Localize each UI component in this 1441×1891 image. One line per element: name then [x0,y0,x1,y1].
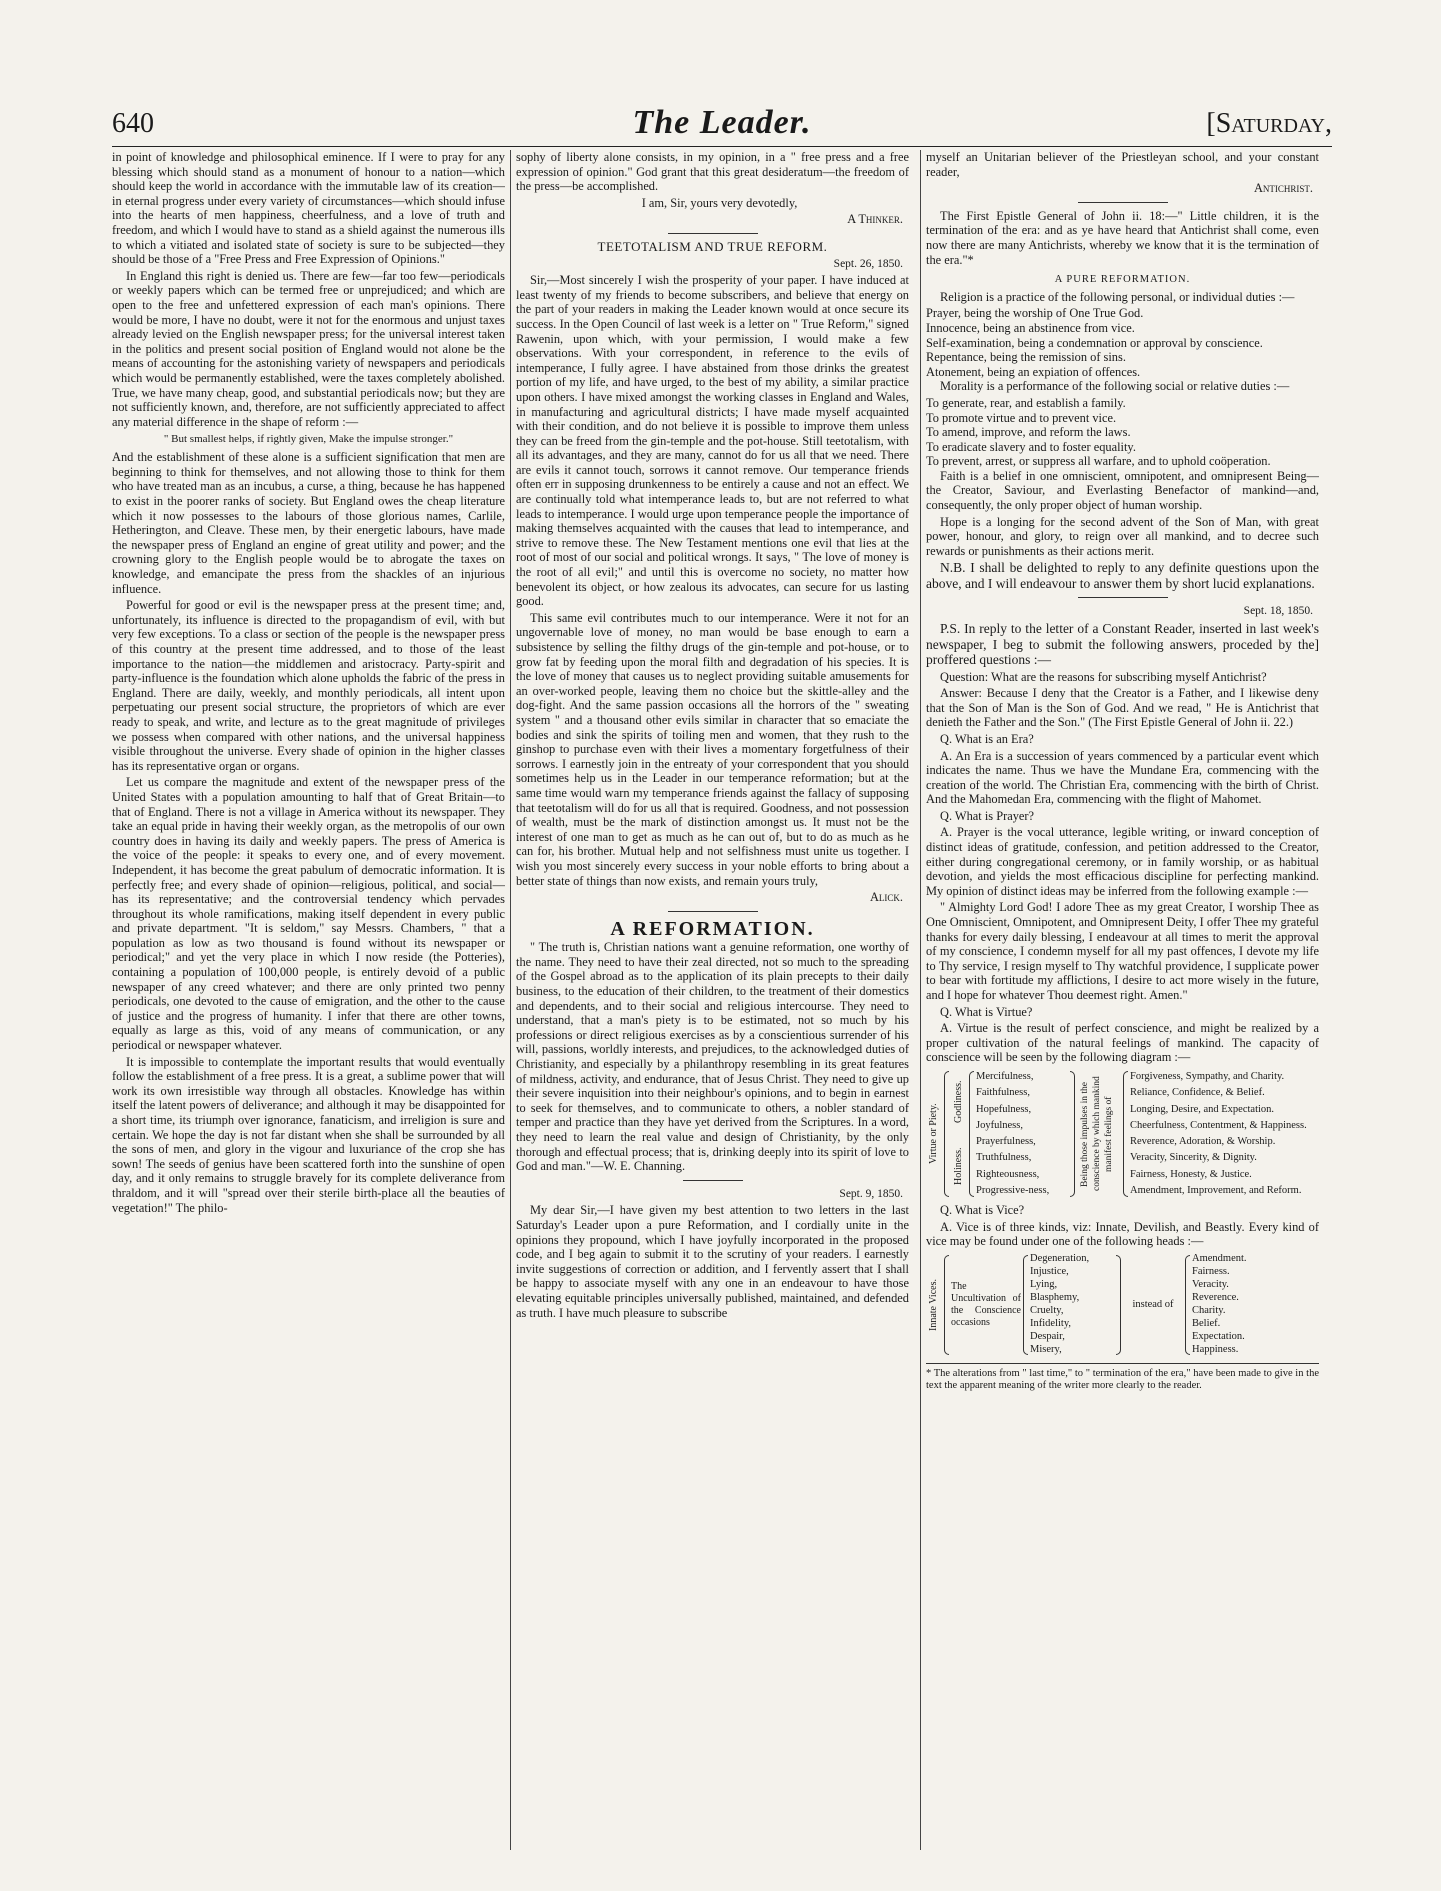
signature: Alick. [869,890,903,905]
list-item: Prayerfulness, [976,1136,1036,1148]
diagram-label: Virtue or Piety. [928,1103,939,1165]
paragraph: Religion is a practice of the following personal, or individual duties :— [940,289,1295,304]
paragraph: " Almighty Lord God! I adore Thee as my great Creator, I worship Thee as One Omniscient, Omnipotent, and Omnipresent Deity, I offer Thee my grateful thanks for every daily blessing, I endeavour at all times to merit the approval of my conscience, I condemn myself for all my past offences, I devote my life to Thy service, I resign myself to Thy watchful providence, I supplicate power to bear with fortitude my afflictions, I desire to act more wisely in the future, and I hope for whatever Thou deemest right. Amen." [926,900,1319,1002]
diagram-label: Godliness. [953,1080,964,1123]
diagram-label: instead of [1132,1298,1174,1310]
paragraph: myself an Unitarian believer of the Priestleyan school, and your constant reader, [926,150,1319,179]
list-item: Amendment. [1192,1253,1247,1265]
brace [969,1071,974,1197]
paragraph: This same evil contributes much to our intemperance. Were it not for an ungovernable love of money, no man would be base enough to earn a subsistence by selling the filthy drugs of the gin-temple and pot-house, or to grow fat by feeding upon the moral filth and degradation of his species. It is the love of money that causes us to neglect providing suitable amusements for an over-worked people, leaving them no choice but the skittle-alley and the dog-fight. And the same passion occasions all the horrors of the " sweating system " and a thousand other evils similar in character that so emaciate the bodies and sink the spirits of toiling men and women, that they rush to the ginshop to purchase even with their lives a momentary forgetfulness of their sorrows. I earnestly join in the entreaty of your correspondent that you should sometimes help us in the Leader in our temperance reformation; but at the same time would warn my temperance friends against the fallacy of supposing that teetotalism will do for us all that is required. Goodness, and not possession of wealth, must be the mark of distinction amongst us. It must not be the interest of one man to get as much as he can out of, but to do as much as he can for, his brother. Mutual help and not selfishness must unite us together. I wish you most sincerely every success in your noble efforts to bring about a better state of things than now exists, and remain yours truly, [516,610,909,888]
paragraph: A. Vice is of three kinds, viz: Innate, Devilish, and Beastly. Every kind of vice may be found under one of the following heads :— [926,1219,1319,1249]
list-item: Prayer, being the worship of One True God. [926,306,1144,321]
list-item: Reliance, Confidence, & Belief. [1130,1087,1265,1099]
paragraph: It is impossible to contemplate the important results that would eventually follow the establishment of a free press. It is a great, a sublime power that will work its own irresistible way through all obstacles. Knowledge has within itself the latent powers of deliverance; and although it may be disappointed for a short time, its triumph over ignorance, fanaticism, and irreligion is sure and certain. We hope the day is not far distant when she shall be surrounded by all the sons of men, and glory in the vigour and luxuriance of the crop she has sown! The seeds of genius have been scattered forth into the sunshine of open day, and it only remains to struggle bravely for its complete deliverance from thraldom, and it will "spread over their sterile birth-place all the beauties of vegetation!" The philo- [112,1054,505,1215]
list-item: Fairness. [1192,1266,1230,1278]
list-item: Veracity, Sincerity, & Dignity. [1130,1152,1257,1164]
verse-quote: " But smallest helps, if rightly given, Make the impulse stronger." [163,433,454,446]
feelings-list [1130,1069,1319,1199]
article-heading-large: A REFORMATION. [610,917,815,940]
list-item: Degeneration, [1030,1253,1090,1265]
list-item: Forgiveness, Sympathy, and Charity. [1130,1071,1285,1083]
paragraph: Answer: Because I deny that the Creator is a Father, and I likewise deny that the Son of Man is the Son of God. And we read, " He is Antichrist that denieth the Father and the Son." (The First Epistle General of John ii. 22.) [926,686,1319,730]
list-item: Atonement, being an expiation of offences. [926,364,1141,379]
column-1 [112,150,505,1850]
page-header [112,104,1332,142]
brace [1023,1255,1028,1355]
vice-diagram [926,1253,1319,1357]
list-item: Charity. [1192,1305,1226,1317]
column-divider [510,150,511,1850]
list-item: Injustice, [1030,1266,1069,1278]
list-item: Hopefulness, [976,1103,1032,1115]
brace [1116,1255,1121,1355]
vice-list [1030,1253,1114,1357]
list-item: Despair, [1030,1331,1065,1343]
paragraph: Hope is a longing for the second advent of the Son of Man, with great power, honour, and glory, to reign over all mankind, and to decree such rewards or punishments as their actions merit. [926,514,1319,558]
section-rule [668,233,758,234]
paragraph: The First Epistle General of John ii. 18:—" Little children, it is the termination of the era: and as ye have heard that Antichrist shall come, even now there are many Antichrists, whereby we know that it is the termination of the era."* [926,208,1319,267]
paragraph: And the establishment of these alone is a sufficient signification that men are beginning to think for themselves, and not allowing those to think for them who have treated man as an incubus, a curse, a thing, because he has happened to exist in the poorer ranks of society. But England owes the cheap literature which it now possesses to the labours of those glorious names, Carlile, Hetherington, and Cleave. These men, by their energetic labours, have made the newspaper press of England an engine of great utility and power; and the crowning glory to the English people would be to abrogate the taxes on knowledge, and emancipate the press from the shackles of an injurious influence. [112,450,505,596]
paragraph: Faith is a belief in one omniscient, omnipotent, and omnipresent Being—the Creator, Saviour, and Everlasting Benefactor of mankind—and, consequently, the only proper object of human worship. [926,468,1319,513]
list-item: Lying, [1030,1279,1058,1291]
paragraph: My dear Sir,—I have given my best attention to two letters in the last Saturday's Leader upon a pure Reformation, and I cordially unite in the opinions they propound, which I have joyfully incorporated in the proposed code, and I beg again to submit it to the scrutiny of your readers. I earnestly invite suggestions of correction or addition, and I fervently assert that I shall be happy to associate myself with any one in an endeavour to have those elevating equitable principles universally published, maintained, and defended as truth. I have much pleasure to subscribe [516,1203,909,1320]
brace [1070,1071,1075,1197]
diagram-label: Innate Vices. [928,1278,939,1331]
question: Q. What is an Era? [940,731,1034,746]
page-number: 640 [112,108,154,139]
section-rule [1078,597,1168,598]
brace [1123,1071,1128,1197]
list-item: Mercifulness, [976,1071,1034,1083]
question: Q. What is Vice? [940,1202,1025,1217]
list-item: Amendment, Improvement, and Reform. [1130,1184,1302,1196]
diagram-label: The Uncultivation of the Conscience occasions [951,1280,1021,1328]
list-item: Faithfulness, [976,1087,1030,1099]
list-item: Reverence, Adoration, & Worship. [1130,1136,1276,1148]
list-item: Reverence. [1192,1292,1239,1304]
list-item: Blasphemy, [1030,1292,1080,1304]
list-item: Infidelity, [1030,1318,1072,1330]
header-rule [112,146,1332,147]
brace [944,1255,949,1355]
dateline: Sept. 18, 1850. [1243,605,1313,618]
list-item: To amend, improve, and reform the laws. [926,425,1131,440]
paragraph: Question: What are the reasons for subscribing myself Antichrist? [940,669,1267,684]
list-item: To promote virtue and to prevent vice. [926,410,1117,425]
list-item: Self-examination, being a condemnation or approval by conscience. [926,335,1263,350]
question: Q. What is Prayer? [940,808,1035,823]
paragraph: N.B. I shall be delighted to reply to any definite questions upon the above, and I will endeavour to answer them by short lucid explanations. [926,560,1319,591]
column-divider [920,150,921,1850]
paragraph: Sir,—Most sincerely I wish the prosperity of your paper. I have induced at least twenty of my friends to become subscribers, and believe that energy on the part of your readers in making the Leader known would at once secure its success. In the Open Council of last week is a letter on " True Reform," signed Rawenin, upon which, with your permission, I would make a few observations. With your correspondent, in reference to the evils of intemperance, I fully agree. I have abstained from those drinks the greatest portion of my life, and have urged, to the best of my ability, a similar practice upon others. I have mixed amongst the working classes in England and Wales, in manufacturing and agricultural districts; I have made myself acquainted with their condition, and do not believe it is possible to improve them unless they can be freed from the gin-temple and the pot-house. Still teetotalism, with all its advantages, and they are many, cannot do for us all that we need. There are evils it cannot touch, sorrows it cannot remove. Our temperance friends often err in supposing drunkenness to be entirely a cause and not an effect. We are continually told what intemperance leads to, but are not referred to what leads to intemperance. I would urge upon temperance people the importance of making themselves acquainted with the causes that lead to intemperance, and strive to remove these. The New Testament mentions one evil that lies at the root of most of our social and political wrongs. It says, " The love of money is the root of all evil;" and until this is overcome no society, no matter how benevolent its object, or how zealous its advocates, can secure for us lasting good. [516,273,909,609]
column-3 [926,150,1319,1850]
footnote: * The alterations from " last time," to " termination of the era," have been made to give in the text the apparent meaning of the writer more clearly to the reader. [926,1363,1319,1392]
list-item: Progressive-ness, [976,1184,1050,1196]
brace [944,1071,949,1197]
question: Q. What is Virtue? [940,1004,1033,1019]
brace [1185,1255,1190,1355]
paragraph: A. An Era is a succession of years commenced by a particular event which indicates the name. Thus we have the Mundane Era, commencing with the creation of the world. The Christian Era, commencing with the birth of Christ. And the Mahomedan Era, commencing with the flight of Mahomet. [926,748,1319,807]
signature: A Thinker. [847,212,903,227]
paragraph: Powerful for good or evil is the newspaper press at the present time; and, unfortunately, its influence is directed to the propagandism of evil, with but very few exceptions. To a class or section of the people is the newspaper press of this country at the present time addressed, and to those of the least importance to the nation—the middlemen and aristocracy. Party-spirit and party-influence is the foundation which alone upholds the fabric of the press in England. There are daily, weekly, and monthly periodicals, all intent upon perpetuating our present social structure, the proprietors of which are ever ready to speak, and write, and lecture as to the great magnitude of privileges we possess when compared with other nations, and the universal happiness visible throughout the universe. Every shade of opinion in the higher classes has its representative organ or organs. [112,598,505,773]
paragraph: in point of knowledge and philosophical eminence. If I were to pray for any blessing which should stand as a monument of honour to a nation—which should keep the world in accordance with the immutable law of its creation—in eternal progress under every variety of circumstances—which should infuse into the hearts of men happiness, cheerfulness, and a love of truth and freedom, and which I would have to stand as a shield against the numerous ills to which a vitiated and isolated state of society is sure to be subjected—they should be those of a "Free Press and Free Expression of Opinions." [112,150,505,267]
diagram-label: Holiness. [953,1147,964,1186]
list-item: To prevent, arrest, or suppress all warfare, and to uphold coöperation. [926,454,1271,469]
list-item: Happiness. [1192,1344,1239,1356]
list-item: Righteousness, [976,1168,1040,1180]
list-item: Cruelty, [1030,1305,1064,1317]
paragraph: sophy of liberty alone consists, in my opinion, in a " free press and a free expression of opinion." God grant that this great desideratum—the freedom of the press—be accomplished. [516,150,909,194]
section-heading: A PURE REFORMATION. [1054,274,1191,286]
paragraph: Let us compare the magnitude and extent of the newspaper press of the United States with a population amounting to half that of Great Britain—to that of England. There is not a village in America without its newspaper. They take an equal pride in having their weekly organ, as the metropolis of our own country does in having its daily and weekly papers. The press of America is the voice of the people: it speaks to every one, and of every movement. Independent, it has become the great pabulum of democratic information. It is perfectly free; and every shade of opinion—religious, political, and social—has its representative; and the controversial tendency which pervades throughout its whole ramifications, making itself dependent in every public and private department. "It is seldom," say Messrs. Chambers, " that a population as low as two thousand is found without its newspaper or periodical;" and yet the very place in which I now reside (the Potteries), containing a population of 100,000 people, is entirely devoid of a public newspaper of any creed whatever; and there are only printed two penny periodicals, one devoted to the cause of emigration, and the other to the cause of justice and the progress of humanity. I infer that there are other towns, equally as large as this, void of any means of communication, or any periodical or newspaper whatever. [112,775,505,1053]
diagram-label: Being those impulses in the conscience by which mankind manifest feelings of [1080,1076,1114,1192]
masthead-title: The Leader. [632,104,812,141]
list-item: To eradicate slavery and to foster equality. [926,439,1136,454]
list-item: Veracity. [1192,1279,1229,1291]
list-item: To generate, rear, and establish a family. [926,395,1126,410]
dateline: Sept. 26, 1850. [833,257,903,270]
list-item: Expectation. [1192,1331,1245,1343]
signature: Antichrist. [1253,181,1313,196]
list-item: Innocence, being an abstinence from vice. [926,320,1135,335]
dateline: Sept. 9, 1850. [839,1187,903,1200]
section-rule [1078,202,1168,203]
list-item: Cheerfulness, Contentment, & Happiness. [1130,1119,1307,1131]
list-item: Truthfulness, [976,1152,1032,1164]
paragraph: In England this right is denied us. There are few—far too few—periodicals or weekly papers which can be termed free or unprejudiced; and which are open to the free and unfettered expression of each man's opinions. There would be more, I have no doubt, were it not for the enormous and unjust taxes already levied on the English newspaper press; for the universal interest taken in the politics and present social position of England would not alone be the means of accounting for the astonishing variety of newspapers and periodicals which would be permanently established, were the taxes completely abolished. True, we have many cheap, good, and substantial periodicals now; but they are not sufficiently known, and, therefore, are not sufficiently appreciated to affect any material difference in the shape of reform :— [112,268,505,429]
list-item: Joyfulness, [976,1119,1023,1131]
quoted-passage: " The truth is, Christian nations want a genuine reformation, one worthy of the name. They need to have their zeal directed, not so much to the spreading of the Gospel abroad as to the application of its plain precepts to their daily business, to the education of their children, to the treatment of their domestics and dependents, and to their social and religious intercourse. They need to understand, that a man's piety is to be estimated, not so much by his professions or direct religious exercises as by a conscientious surrender of his will, passions, worldly interests, and prejudices, to the acknowledged duties of Christianity, and especially by a philanthropy resembling in its great features of mildness, activity, and endurance, that of Jesus Christ. They need to give up their severe inquisition into their neighbour's opinions, and to begin in earnest to seek for themselves, and to communicate to others, a nobler standard of temper and practice than they have yet derived from the Scriptures. In a word, they need to learn the real value and design of Christianity, by the only thorough and effectual process; that is, drinking deeply into its spirit of love to God and man."—W. E. Channing. [516,940,909,1174]
list-item: Repentance, being the remission of sins. [926,350,1126,365]
article-heading: TEETOTALISM AND TRUE REFORM. [597,238,828,254]
paragraph: A. Prayer is the vocal utterance, legible writing, or inward conception of distinct ideas of gratitude, confession, and petition addressed to the Creator, either during congregational ceremony, or in family worship, or as habitual devotion, and yields the most efficacious discipline for perfecting mankind. My opinion of distinct ideas may be inferred from the following example :— [926,825,1319,898]
column-2 [516,150,909,1850]
paragraph: Morality is a performance of the following social or relative duties :— [940,379,1290,394]
list-item: Fairness, Honesty, & Justice. [1130,1168,1252,1180]
list-item: Longing, Desire, and Expectation. [1130,1103,1275,1115]
section-rule [668,911,758,912]
virtue-opposites-list [1192,1253,1319,1357]
virtue-list [976,1069,1068,1199]
list-item: Belief. [1192,1318,1221,1330]
virtue-diagram [926,1069,1319,1199]
list-item: Misery, [1030,1344,1062,1356]
letter-closing: I am, Sir, yours very devotedly, [641,195,798,210]
header-day: [Saturday, [1206,108,1332,139]
paragraph: A. Virtue is the result of perfect conscience, and might be realized by a proper cultivation of the natural feelings of mankind. The capacity of conscience will be seen by the following diagram :— [926,1021,1319,1065]
section-rule [683,1180,743,1181]
paragraph: P.S. In reply to the letter of a Constant Reader, inserted in last week's newspaper, I beg to submit the following answers, proceded by the] proffered questions :— [926,621,1319,668]
